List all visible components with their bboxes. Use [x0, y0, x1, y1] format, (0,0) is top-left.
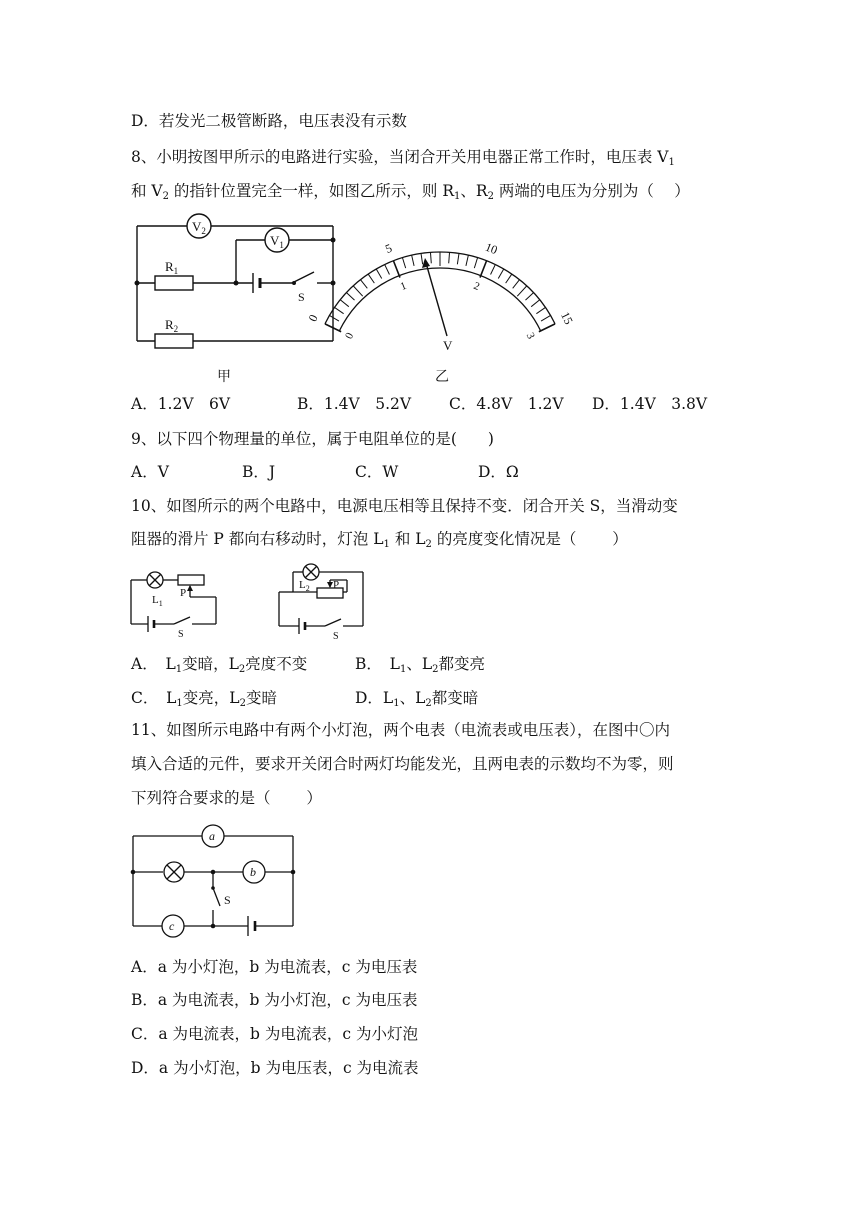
dial-inner-tick-label: 2: [471, 279, 482, 294]
caption-jia: 甲: [217, 369, 231, 385]
dial-tick: [340, 300, 349, 307]
q10-option-d: D．$L_1$、$L_2$都变暗: [355, 689, 479, 709]
q9-option-a: A．V: [131, 463, 169, 481]
dial-tick: [466, 255, 468, 266]
meter-a-label: a: [209, 829, 215, 843]
dial-tick: [385, 265, 390, 275]
dial-outer-tick-label: 15: [558, 309, 576, 327]
dial-tick: [421, 253, 423, 264]
q11-stem-line2: 填入合适的元件，要求开关闭合时两灯均能发光，且两电表的示数均不为零，则: [131, 755, 674, 773]
dial-tick: [525, 293, 533, 301]
dial-tick: [498, 269, 503, 279]
dial-tick: [457, 253, 459, 264]
q11-option-c: C．a 为电流表，b 为电流表，c 为小灯泡: [131, 1025, 418, 1043]
dial-inner-tick-label: 1: [398, 279, 409, 294]
switch-label: S: [298, 290, 305, 304]
p-label-left: P: [180, 587, 187, 599]
q8-stem-line2: 和 $V_2$ 的指针位置完全一样，如图乙所示，则 $R_1$、$R_2$ 两端的电压为分别为（ ）: [131, 182, 690, 202]
q9-option-b: B．J: [242, 463, 276, 481]
q8-option-a: A．1.2V 6V: [131, 395, 231, 413]
q10-stem-line1: 10、如图所示的两个电路中，电源电压相等且保持不变．闭合开关 S，当滑动变: [131, 497, 678, 515]
dial-tick: [353, 286, 362, 296]
dial-inner-tick-label: 0: [343, 330, 357, 342]
q9-option-d: D．Ω: [478, 463, 519, 481]
dial-needle-tip: [422, 258, 430, 268]
v2-label: $V_2$: [192, 219, 206, 236]
q11-option-d: D．a 为小灯泡，b 为电压表，c 为电流表: [131, 1059, 419, 1077]
q11-option-a: A．a 为小灯泡，b 为电流表，c 为电压表: [131, 958, 418, 976]
dial-tick: [541, 315, 551, 321]
caption-yi: 乙: [435, 369, 449, 385]
q10-option-b: B． $L_1$、$L_2$都变亮: [355, 655, 485, 675]
s-label-left: S: [178, 629, 184, 640]
dial-tick: [491, 265, 496, 275]
s-label-right: S: [333, 631, 339, 642]
switch-label-q11: S: [224, 893, 231, 907]
dial-tick: [539, 324, 555, 332]
dial-tick: [402, 258, 405, 269]
dial-tick: [430, 252, 431, 263]
dial-outer-tick-label: 0: [305, 312, 321, 324]
q10-option-a: A． $L_1$变暗，$L_2$亮度不变: [131, 655, 308, 675]
dial-tick: [517, 286, 526, 296]
dial-tick: [393, 261, 400, 278]
dial-tick: [376, 269, 381, 279]
dial-outer-tick-label: 5: [383, 240, 394, 257]
dial-tick: [346, 293, 354, 301]
dial-tick: [513, 280, 520, 289]
q9-option-c: C．W: [355, 463, 399, 481]
q8-stem-line1: 8、小明按图甲所示的电路进行实验，当闭合开关用电器正常工作时，电压表 $V_1$: [131, 148, 675, 168]
l2-label: $L_2$: [299, 579, 310, 593]
q10-stem-line2: 阻器的滑片 P 都向右移动时，灯泡 $L_1$ 和 $L_2$ 的亮度变化情况是（ ）: [131, 530, 628, 550]
q10-figure-right: [275, 560, 375, 645]
q8-option-d: D．1.4V 3.8V: [592, 395, 708, 413]
meter-b-label: b: [250, 865, 256, 879]
dial-tick: [360, 280, 367, 289]
dial-tick: [531, 300, 540, 307]
q9-stem: 9、以下四个物理量的单位，属于电阻单位的是( ): [131, 430, 494, 448]
q10-figure-left: [128, 562, 228, 642]
q8-option-c: C．4.8V 1.2V: [449, 395, 564, 413]
p-label-right: P: [333, 579, 340, 591]
l1-label: $L_1$: [152, 594, 163, 608]
q8-figure-jia: [125, 208, 345, 358]
q11-figure: [128, 824, 303, 944]
q8-option-b: B．1.4V 5.2V: [297, 395, 412, 413]
dial-outer-tick-label: 10: [483, 239, 500, 258]
dial-inner-arc: [339, 268, 540, 331]
dial-tick: [412, 255, 414, 266]
dial-unit-label: V: [443, 338, 453, 353]
dial-needle: [426, 263, 447, 336]
meter-c-label: c: [169, 919, 175, 933]
dial-tick: [506, 274, 512, 283]
q11-stem-line1: 11、如图所示电路中有两个小灯泡，两个电表（电流表或电压表），在图中〇内: [131, 721, 670, 739]
dial-inner-tick-label: 3: [523, 330, 537, 342]
dial-tick: [480, 261, 487, 278]
dial-tick: [536, 307, 545, 313]
dial-tick: [474, 258, 477, 269]
v1-label: $V_1$: [270, 233, 284, 250]
q10-option-c: C． $L_1$变亮，$L_2$变暗: [131, 689, 277, 709]
r1-label: $R_1$: [165, 259, 179, 276]
q11-option-b: B．a 为电流表，b 为小灯泡，c 为电压表: [131, 991, 418, 1009]
r2-label: $R_2$: [165, 317, 179, 334]
dial-tick: [449, 252, 450, 263]
q11-stem-line3: 下列符合要求的是（ ）: [131, 789, 322, 807]
q7-option-d: D．若发光二极管断路，电压表没有示数: [131, 112, 407, 130]
dial-tick: [368, 274, 374, 283]
q8-figure-yi-meter: [305, 220, 576, 360]
